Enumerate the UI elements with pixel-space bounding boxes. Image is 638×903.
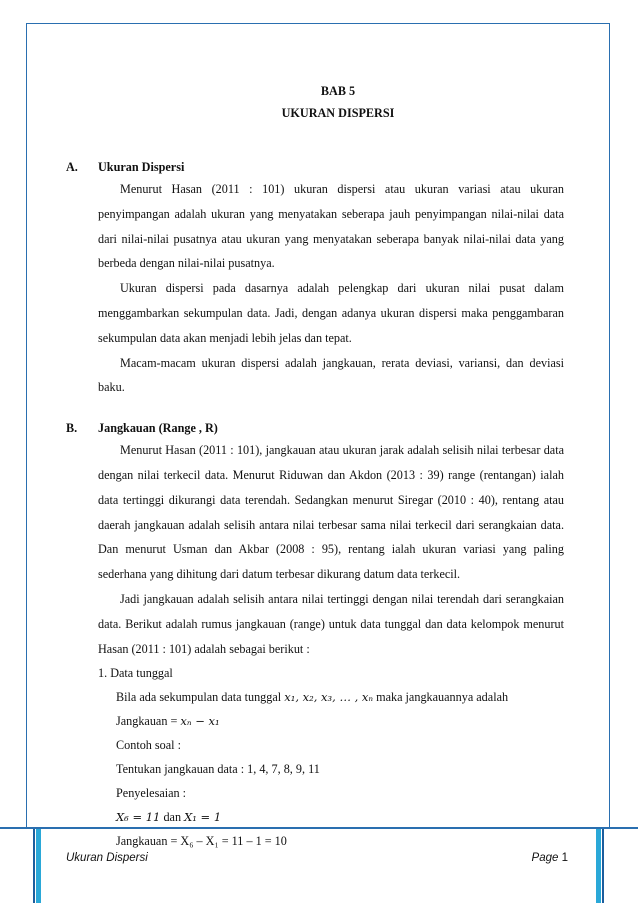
page-border-left [26, 23, 27, 828]
data-tunggal-definition [66, 685, 564, 709]
solution-label: Penyelesaian : [116, 786, 187, 801]
footer-document-title: Ukuran Dispersi [66, 852, 148, 864]
footer-bar-left-dark [33, 829, 35, 903]
section-a-letter: A. [66, 160, 78, 174]
section-b-paragraph-1: Menurut Hasan (2011 : 101), jangkauan atau ukuran jarak adalah selisih nilai terbesar data dengan nilai terkecil data. Menurut Riduwan dan Akdon (2013 : 39) range (rentangan) ialah data tertinggi dikurangi data terendah. Sedangkan menurut Siregar (2010 : 40), rentang atau daerah jangkauan adalah selisih antara nilai terbesar sama nilai terkecil dari serangkaian data. Dan menurut Usman dan Akbar (2008 : 95), rentang ialah ukuran variasi yang paling sederhana yang dihitung dari datum terbesar dikurang datum data terkecil. [98, 443, 564, 582]
section-a-paragraph-3: Macam-macam ukuran dispersi adalah jangkauan, rerata deviasi, variansi, dan deviasi baku. [98, 355, 564, 395]
solution-math-max: X₆ = 11 [116, 810, 161, 825]
chapter-title: UKURAN DISPERSI [281, 106, 395, 120]
example-label: Contoh soal : [116, 738, 182, 753]
chapter-label: BAB 5 [320, 84, 356, 98]
section-b-letter: B. [66, 421, 78, 436]
formula-label: Jangkauan = [116, 714, 181, 729]
footer-bar-right-dark [602, 829, 604, 903]
section-b-heading [66, 418, 564, 438]
definition-text-pre: Bila ada sekumpulan data tunggal [116, 690, 285, 705]
definition-math: x₁, x₂, x₃, … , xₙ [284, 690, 374, 705]
example-question: Tentukan jangkauan data : 1, 4, 7, 8, 9, 11 [116, 762, 320, 777]
solution-conjunction: dan [160, 810, 185, 825]
range-formula [66, 709, 564, 733]
section-a-title: Ukuran Dispersi [98, 160, 185, 174]
section-a-paragraph-2: Ukuran dispersi pada dasarnya adalah pelengkap dari ukuran nilai pusat dalam menggambarkan sekumpulan data. Jadi, dengan adanya ukuran dispersi maka penggambaran sekumpulan data akan menjadi lebih jelas dan tepat. [98, 281, 564, 345]
page-number: 1 [561, 852, 568, 864]
section-a-paragraph-1: Menurut Hasan (2011 : 101) ukuran dispersi atau ukuran variasi atau ukuran penyimpangan adalah ukuran yang menyatakan seberapa jauh penyimpangan nilai-nilai data dari nilai-nilai pusatnya atau ukuran yang menyatakan seberapa banyak nilai-nilai data yang berbeda dengan nilai-nilai pusatnya. [98, 182, 564, 271]
section-a-heading [66, 157, 564, 177]
footer-bar-left [36, 829, 41, 903]
solution-math-min: X₁ = 1 [184, 810, 222, 825]
solution-result: Jangkauan = X₆ – X₁ = 11 – 1 = 10 [116, 834, 287, 849]
definition-text-post: maka jangkauannya adalah [373, 690, 509, 705]
footer-bar-right [596, 829, 601, 903]
page-label: Page [531, 852, 559, 864]
formula-math: xₙ − x₁ [180, 714, 220, 729]
page-border-right [609, 23, 610, 828]
section-b-paragraph-2: Jadi jangkauan adalah selisih antara nilai tertinggi dengan nilai terendah dari serangkaian data. Berikut adalah rumus jangkauan (range) untuk data tunggal dan data kelompok menurut Hasan (2011 : 101) adalah sebagai berikut : [98, 591, 564, 656]
section-b-title: Jangkauan (Range , R) [98, 421, 218, 436]
list-item-data-tunggal: 1. Data tunggal [98, 666, 173, 681]
footer-page-number [532, 852, 568, 864]
solution-values [66, 805, 564, 829]
page-border-top [26, 23, 610, 24]
document-body [66, 73, 564, 853]
